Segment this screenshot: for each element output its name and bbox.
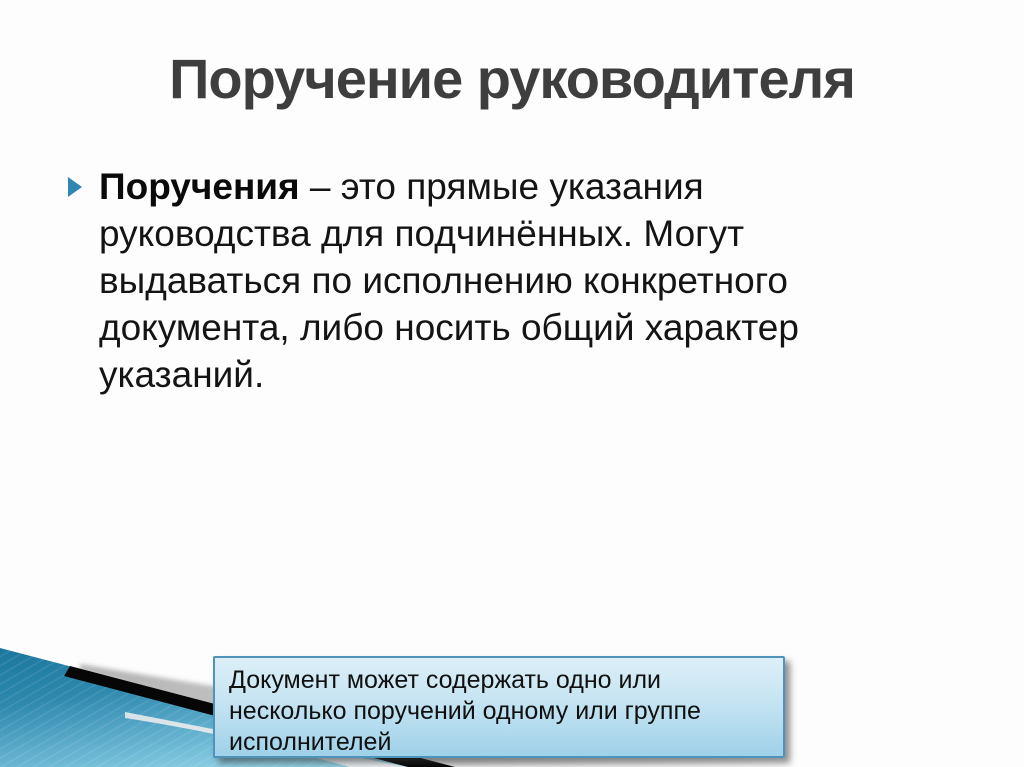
bullet-item bbox=[68, 163, 928, 398]
callout-box bbox=[213, 656, 785, 758]
bullet-lead-text: Поручения bbox=[99, 166, 300, 207]
callout-text: Документ может содержать одно или несколько поручений одному или группе исполнителей bbox=[229, 666, 701, 756]
bullet-rest-text: – это прямые указания руководства для подчинённых. Могут выдаваться по исполнению конкретного документа, либо носить общий характер указаний. bbox=[99, 166, 799, 395]
bullet-text bbox=[99, 163, 884, 398]
slide-title: Поручение руководителя bbox=[169, 47, 855, 110]
bullet-arrow-icon bbox=[68, 177, 82, 197]
